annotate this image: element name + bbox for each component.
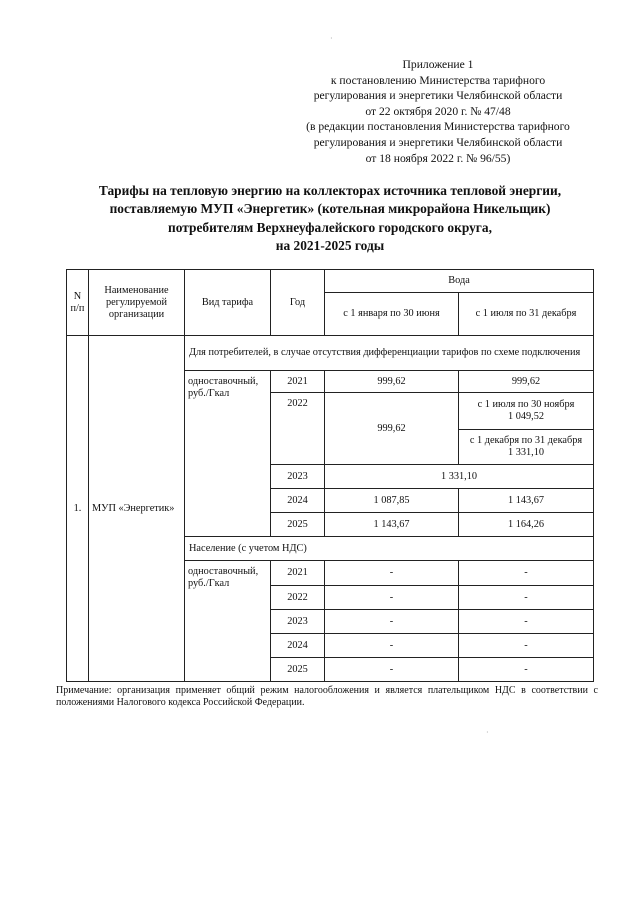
appendix-line: от 18 ноября 2022 г. № 96/55) xyxy=(365,151,511,165)
appendix-line: от 22 октября 2020 г. № 47/48 xyxy=(365,104,511,118)
value-cell: 1 164,26 xyxy=(459,513,594,537)
subperiod-label: с 1 декабря по 31 декабря xyxy=(469,435,583,446)
value-cell: - xyxy=(459,634,594,658)
header-water: Вода xyxy=(325,270,594,293)
year-cell: 2023 xyxy=(271,465,325,489)
subperiod-value: 1 331,10 xyxy=(507,447,545,458)
year-cell: 2024 xyxy=(271,634,325,658)
title-line: на 2021-2025 годы xyxy=(275,238,385,254)
scan-speck: · xyxy=(486,728,489,737)
appendix-header xyxy=(270,57,606,166)
appendix-line: к постановлению Министерства тарифного xyxy=(330,73,546,87)
value-cell: - xyxy=(459,586,594,610)
title-line: поставляемую МУП «Энергетик» (котельная микрорайона Никельщик) xyxy=(109,201,551,217)
year-cell: 2024 xyxy=(271,489,325,513)
year-cell: 2025 xyxy=(271,658,325,682)
value-subperiod-cell xyxy=(459,430,594,465)
year-cell: 2021 xyxy=(271,371,325,393)
section-title: Для потребителей, в случае отсутствия дифференциации тарифов по схеме подключения xyxy=(185,336,594,371)
tariff-type: одноставочный, руб./Гкал xyxy=(185,561,271,682)
tariff-type: одноставочный, руб./Гкал xyxy=(185,371,271,537)
value-subperiod-cell xyxy=(459,393,594,430)
value-cell: 1 143,67 xyxy=(459,489,594,513)
header-num: N п/п xyxy=(67,270,89,336)
value-cell: 999,62 xyxy=(459,371,594,393)
value-cell: - xyxy=(459,610,594,634)
value-cell: 1 143,67 xyxy=(325,513,459,537)
footnote: Примечание: организация применяет общий режим налогообложения и является плательщиком НДС в соответствии с положениями Налогового кодекса Российской Федерации. xyxy=(56,685,598,709)
value-cell: - xyxy=(325,658,459,682)
section-title: Население (с учетом НДС) xyxy=(185,537,594,561)
value-cell: - xyxy=(459,561,594,586)
header-year: Год xyxy=(271,270,325,336)
value-cell: 999,62 xyxy=(325,371,459,393)
value-cell: - xyxy=(459,658,594,682)
year-cell: 2022 xyxy=(271,586,325,610)
value-cell: - xyxy=(325,610,459,634)
title-line: Тарифы на тепловую энергию на коллекторах источника тепловой энергии, xyxy=(98,183,562,198)
year-cell: 2021 xyxy=(271,561,325,586)
value-cell: 999,62 xyxy=(325,393,459,465)
header-organization: Наименование регулируемой организации xyxy=(89,270,185,336)
row-number: 1. xyxy=(67,336,89,682)
title-line: потребителям Верхнеуфалейского городского округа, xyxy=(168,219,492,235)
year-cell: 2023 xyxy=(271,610,325,634)
value-cell: - xyxy=(325,561,459,586)
subperiod-value: 1 049,52 xyxy=(507,411,545,422)
appendix-line: регулирования и энергетики Челябинской области xyxy=(313,89,563,103)
document-title xyxy=(40,182,620,256)
value-cell: 1 087,85 xyxy=(325,489,459,513)
tariff-table xyxy=(66,269,594,682)
value-cell: - xyxy=(325,586,459,610)
value-cell: 1 331,10 xyxy=(325,465,594,489)
subperiod-label: с 1 июля по 30 ноября xyxy=(477,399,575,410)
header-tariff-type: Вид тарифа xyxy=(185,270,271,336)
appendix-line: Приложение 1 xyxy=(402,58,474,71)
header-period-2: с 1 июля по 31 декабря xyxy=(459,293,594,336)
appendix-line: регулирования и энергетики Челябинской области xyxy=(313,135,563,149)
scan-speck: · xyxy=(330,34,333,43)
year-cell: 2022 xyxy=(271,393,325,465)
appendix-line: (в редакции постановления Министерства тарифного xyxy=(306,120,570,134)
header-period-1: с 1 января по 30 июня xyxy=(325,293,459,336)
value-cell: - xyxy=(325,634,459,658)
organization-name: МУП «Энергетик» xyxy=(89,336,185,682)
year-cell: 2025 xyxy=(271,513,325,537)
